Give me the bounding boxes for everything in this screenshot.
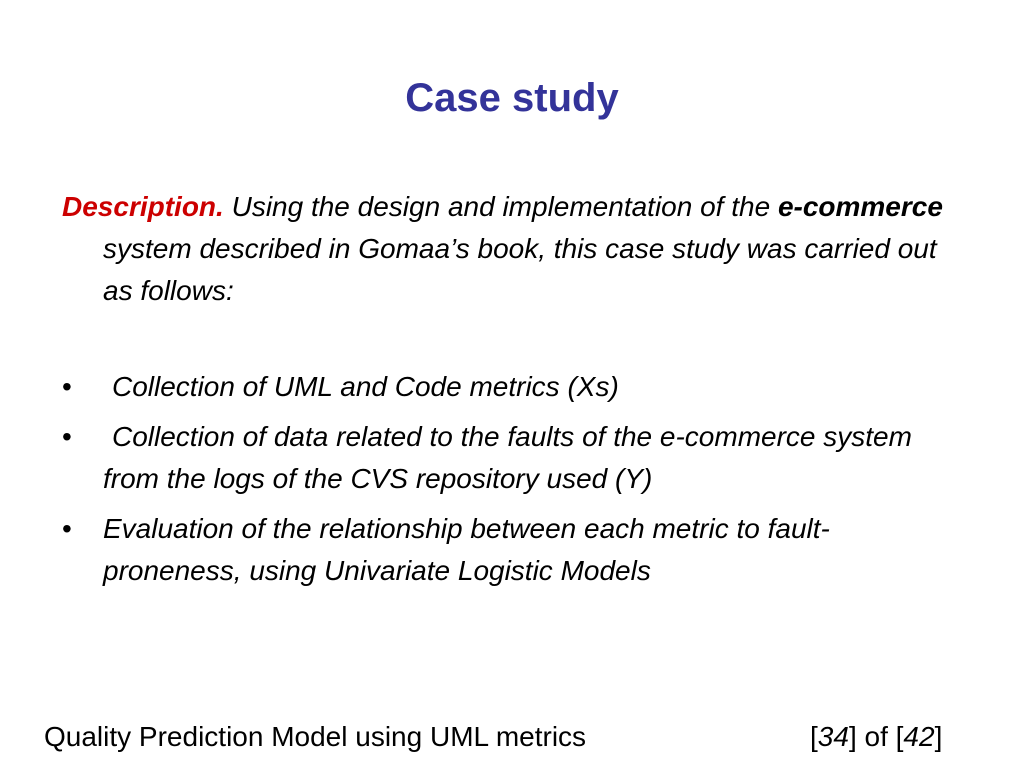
paragraph-spacer	[62, 312, 962, 366]
bullet-item	[62, 416, 962, 500]
slide-body	[62, 186, 962, 600]
description-text-1: Using the design and implementation of the	[231, 191, 771, 222]
bullet-item	[62, 366, 962, 408]
page-bracket-open: [	[810, 721, 818, 752]
footer-title: Quality Prediction Model using UML metrics	[44, 721, 587, 752]
page-number	[810, 716, 942, 758]
bullet-text: Collection of data related to the faults of the e-commerce system from the logs of the CVS repository used (Y)	[103, 421, 912, 494]
bullet-item	[62, 508, 962, 592]
system-name: e-commerce	[777, 191, 943, 222]
slide-title: Case study	[405, 76, 619, 120]
total-pages: 42	[903, 721, 935, 752]
current-page: 34	[817, 721, 849, 752]
page-of-text: ] of [	[848, 721, 904, 752]
bullet-text: Collection of UML and Code metrics (Xs)	[112, 371, 619, 402]
page-bracket-close: ]	[934, 721, 943, 752]
bullet-icon: •	[62, 371, 72, 402]
description-text-2: system described in Gomaa’s book, this case study was carried out as follows:	[103, 233, 937, 306]
description-label: Description.	[62, 191, 224, 222]
bullet-text: Evaluation of the relationship between each metric to fault-proneness, using Univariate Logistic Models	[103, 513, 830, 586]
bullet-icon: •	[62, 421, 72, 452]
bullet-icon: •	[62, 513, 72, 544]
description-paragraph	[62, 186, 962, 312]
